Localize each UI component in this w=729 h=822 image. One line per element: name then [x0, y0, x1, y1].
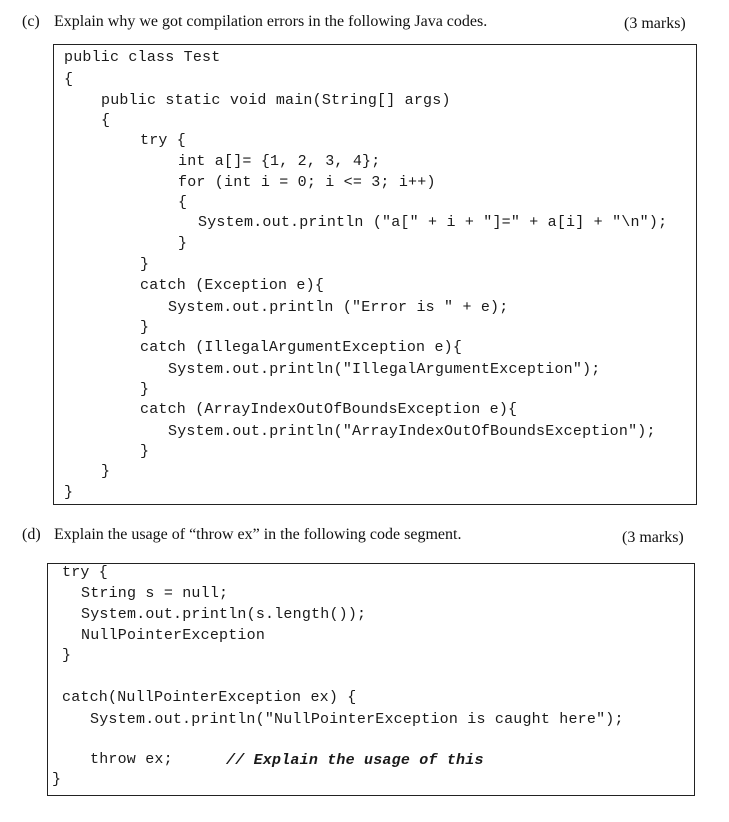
code-line: try {: [140, 132, 187, 149]
code-line: }: [178, 235, 188, 252]
code-line: try {: [62, 564, 109, 581]
question-d-label: (d): [22, 526, 41, 543]
code-line: catch (ArrayIndexOutOfBoundsException e){: [140, 401, 518, 418]
code-line: }: [140, 443, 150, 460]
code-line: {: [101, 112, 111, 129]
question-d-marks: (3 marks): [622, 529, 684, 546]
code-line: }: [140, 256, 150, 273]
code-line: System.out.println ("a[" + i + "]=" + a[i] + "\n");: [198, 214, 668, 231]
question-d-text: Explain the usage of “throw ex” in the following code segment.: [54, 526, 462, 543]
code-line: public class Test: [64, 49, 221, 66]
code-line: catch(NullPointerException ex) {: [62, 689, 357, 706]
code-line: catch (Exception e){: [140, 277, 325, 294]
code-line: }: [62, 647, 72, 664]
code-line: int a[]= {1, 2, 3, 4};: [178, 153, 381, 170]
code-line: System.out.println(s.length());: [81, 606, 367, 623]
code-line: catch (IllegalArgumentException e){: [140, 339, 463, 356]
question-c-marks: (3 marks): [624, 15, 686, 32]
code-line: String s = null;: [81, 585, 229, 602]
code-comment: // Explain the usage of this: [226, 752, 484, 769]
code-line: System.out.println("NullPointerException is caught here");: [90, 711, 624, 728]
code-line: for (int i = 0; i <= 3; i++): [178, 174, 436, 191]
question-c-label: (c): [22, 13, 40, 30]
code-line: System.out.println("IllegalArgumentException");: [168, 361, 601, 378]
code-line: public static void main(String[] args): [101, 92, 451, 109]
code-line: }: [140, 381, 150, 398]
code-line: {: [178, 194, 188, 211]
code-line: }: [101, 463, 111, 480]
code-line: }: [64, 484, 74, 501]
code-line: System.out.println("ArrayIndexOutOfBoundsException");: [168, 423, 656, 440]
question-c-text: Explain why we got compilation errors in the following Java codes.: [54, 13, 488, 30]
code-line: }: [52, 771, 62, 788]
code-line: NullPointerException: [81, 627, 266, 644]
code-line: System.out.println ("Error is " + e);: [168, 299, 509, 316]
code-line: }: [140, 319, 150, 336]
code-line: throw ex;: [90, 751, 173, 768]
code-line: {: [64, 71, 74, 88]
